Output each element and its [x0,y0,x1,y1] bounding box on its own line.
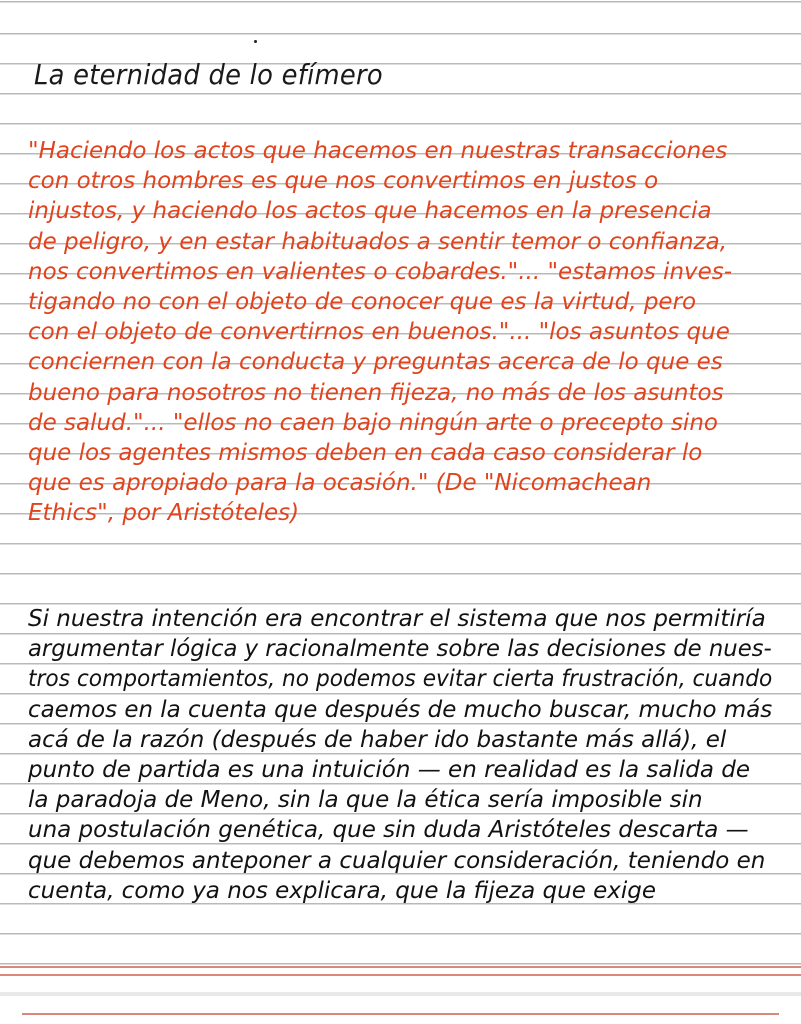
quote-line: de salud."... "ellos no caen bajo ningún arte o precepto sino [28,409,718,436]
essay-line: que debemos anteponer a cualquier consideración, teniendo en [28,847,766,874]
bottom-margin-rule [0,974,801,976]
essay-line: punto de partida es una intuición — en realidad es la salida de [28,756,751,783]
quote-line: con otros hombres es que nos convertimos en justos o [28,168,659,195]
quote-line: tigando no con el objeto de conocer que es la virtud, pero [28,288,697,315]
essay-line: argumentar lógica y racionalmente sobre las decisiones de nues- [28,636,772,663]
bottom-margin-rule [0,966,801,968]
page-title: La eternidad de lo efímero [34,58,383,91]
essay-line: acá de la razón (después de haber ido bastante más allá), el [28,726,727,753]
quote-line: conciernen con la conducta y preguntas acerca de lo que es [28,349,723,376]
essay-line: la paradoja de Meno, sin la que la ética sería imposible sin [28,787,703,814]
quote-line: "Haciendo los actos que hacemos en nuestras transacciones [28,138,728,164]
next-page-rule [22,1013,779,1015]
quote-line: bueno para nosotros no tienen fijeza, no más de los asuntos [28,379,724,406]
essay-line: cuenta, como ya nos explicara, que la fijeza que exige [28,877,657,904]
next-page-edge [0,996,801,1024]
quote-line: nos convertimos en valientes o cobardes."... "estamos inves- [28,258,733,285]
quote-line: de peligro, y en estar habituados a sentir temor o confianza, [28,228,728,255]
essay-line: caemos en la cuenta que después de mucho buscar, mucho más [28,696,773,723]
essay-line: una postulación genética, que sin duda Aristóteles descarta — [28,817,749,844]
quote-line: que es apropiado para la ocasión." (De "Nicomachean [28,470,652,497]
aristotle-quote [28,136,772,528]
quote-line: con el objeto de convertirnos en buenos."... "los asuntos que [28,319,730,346]
ink-dot [254,40,257,43]
quote-line: injustos, y haciendo los actos que hacemos en la presencia [28,198,712,225]
essay-paragraph [28,604,772,906]
essay-line: tros comportamientos, no podemos evitar cierta frustración, cuando [28,666,773,693]
quote-line: que los agentes mismos deben en cada caso considerar lo [28,439,703,466]
quote-line: Ethics", por Aristóteles) [28,500,300,527]
essay-line: Si nuestra intención era encontrar el sistema que nos permitiría [28,606,766,632]
